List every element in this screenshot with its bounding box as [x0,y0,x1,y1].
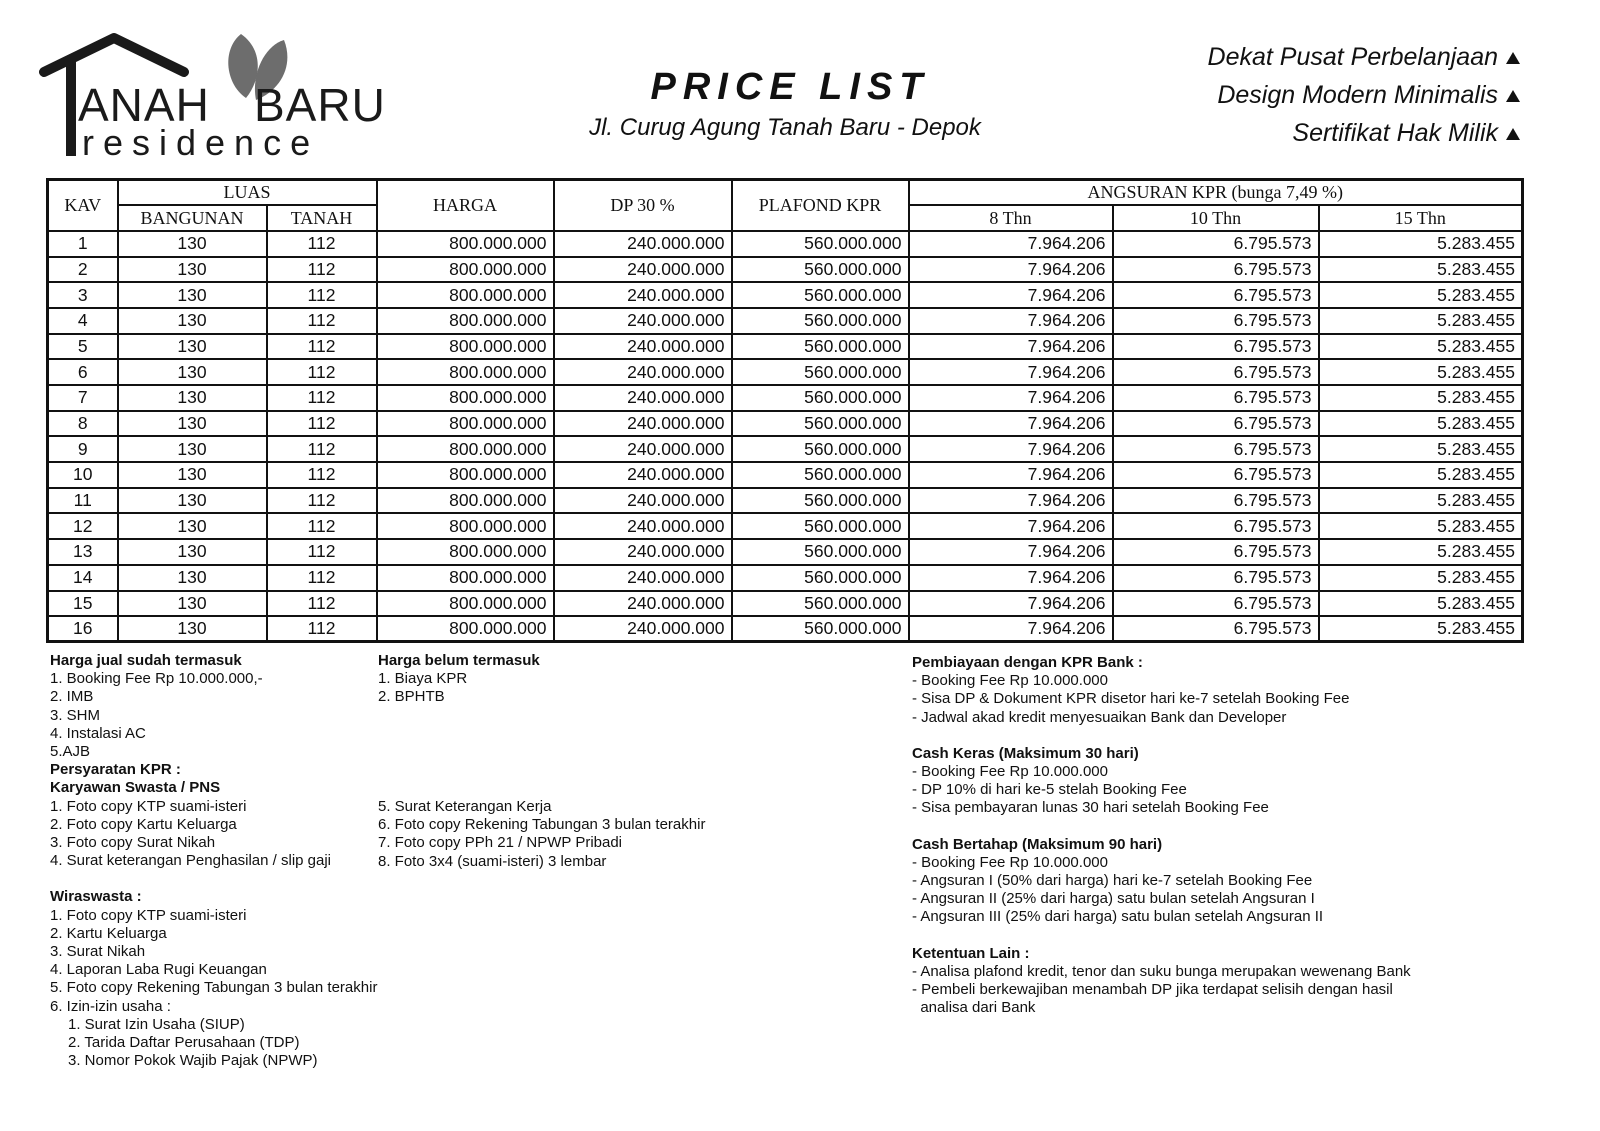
cell-harga: 800.000.000 [377,385,554,411]
cell-plafond: 560.000.000 [732,565,909,591]
cell-tanah: 112 [267,591,377,617]
cell-harga: 800.000.000 [377,411,554,437]
header-plafond: PLAFOND KPR [732,180,909,231]
cell-angsuran-15: 5.283.455 [1319,308,1523,334]
cell-angsuran-15: 5.283.455 [1319,462,1523,488]
list-item: 2. Kartu Keluarga [50,924,167,942]
cell-kav: 1 [48,231,118,257]
cell-kav: 10 [48,462,118,488]
cell-bangunan: 130 [118,462,267,488]
cell-angsuran-10: 6.795.573 [1113,231,1319,257]
cell-kav: 2 [48,257,118,283]
table-row [48,539,1523,565]
cell-angsuran-10: 6.795.573 [1113,565,1319,591]
list-item: 6. Foto copy Rekening Tabungan 3 bulan terakhir [378,816,706,834]
logo-word-baru: BARU [254,79,386,131]
list-item: 4. Laporan Laba Rugi Keuangan [50,961,267,979]
cell-dp: 240.000.000 [554,257,732,283]
cell-plafond: 560.000.000 [732,488,909,514]
cell-tanah: 112 [267,282,377,308]
cell-plafond: 560.000.000 [732,616,909,642]
terms-kpr: Pembiayaan dengan KPR Bank : - Booking Fee Rp 10.000.000 - Sisa DP & Dokument KPR disetor hari ke-7 setelah Booking Fee - Jadwal akad kredit menyesuaikan Bank dan Developer [912,654,1350,726]
wiraswasta-title: Wiraswasta : [50,888,142,906]
cell-kav: 13 [48,539,118,565]
cell-angsuran-10: 6.795.573 [1113,257,1319,283]
cell-angsuran-8: 7.964.206 [909,385,1113,411]
cell-kav: 15 [48,591,118,617]
cell-kav: 3 [48,282,118,308]
cell-dp: 240.000.000 [554,565,732,591]
cell-bangunan: 130 [118,488,267,514]
terms-other: Ketentuan Lain : - Analisa plafond kredit, tenor dan suku bunga merupakan wewenang Bank - Pembeli berkewajiban menambah DP jika terdapat selisih dengan hasil analisa dari Bank [912,944,1411,1017]
list-item: 2. Tarida Daftar Perusahaan (TDP) [68,1034,300,1052]
cell-kav: 4 [48,308,118,334]
list-item: 1. Foto copy KTP suami-isteri [50,797,247,815]
cell-bangunan: 130 [118,308,267,334]
cell-tanah: 112 [267,411,377,437]
table-row [48,231,1523,257]
list-item: 5.AJB [50,743,91,761]
cell-angsuran-10: 6.795.573 [1113,488,1319,514]
cell-dp: 240.000.000 [554,616,732,642]
cell-angsuran-10: 6.795.573 [1113,385,1319,411]
cell-bangunan: 130 [118,436,267,462]
table-row [48,411,1523,437]
included-title: Harga jual sudah termasuk [50,652,242,669]
cell-angsuran-15: 5.283.455 [1319,282,1523,308]
list-item: 7. Foto copy PPh 21 / NPWP Pribadi [378,834,623,852]
cell-angsuran-10: 6.795.573 [1113,616,1319,642]
cell-angsuran-10: 6.795.573 [1113,591,1319,617]
table-row [48,436,1523,462]
table-row [48,462,1523,488]
cell-tanah: 112 [267,616,377,642]
cell-harga: 800.000.000 [377,462,554,488]
cell-bangunan: 130 [118,616,267,642]
list-item: 6. Izin-izin usaha : [50,997,171,1015]
cell-harga: 800.000.000 [377,513,554,539]
triangle-icon [1506,128,1520,140]
header-dp: DP 30 % [554,180,732,231]
features-list [1208,38,1520,152]
table-row [48,385,1523,411]
kpr-requirements-title: Persyaratan KPR : [50,761,181,779]
cell-dp: 240.000.000 [554,436,732,462]
list-item: 8. Foto 3x4 (suami-isteri) 3 lembar [378,852,607,870]
cell-angsuran-15: 5.283.455 [1319,488,1523,514]
cell-dp: 240.000.000 [554,334,732,360]
cell-tanah: 112 [267,565,377,591]
table-row [48,308,1523,334]
cell-angsuran-15: 5.283.455 [1319,257,1523,283]
cell-angsuran-15: 5.283.455 [1319,539,1523,565]
cell-bangunan: 130 [118,231,267,257]
cell-bangunan: 130 [118,565,267,591]
cell-angsuran-8: 7.964.206 [909,616,1113,642]
cell-harga: 800.000.000 [377,308,554,334]
header-bangunan: BANGUNAN [118,205,267,231]
table-row [48,257,1523,283]
cell-dp: 240.000.000 [554,231,732,257]
cell-angsuran-8: 7.964.206 [909,282,1113,308]
cell-angsuran-10: 6.795.573 [1113,359,1319,385]
cell-kav: 14 [48,565,118,591]
cell-dp: 240.000.000 [554,462,732,488]
cell-harga: 800.000.000 [377,231,554,257]
table-row [48,616,1523,642]
list-item: 3. Foto copy Surat Nikah [50,834,216,852]
header-tanah: TANAH [267,205,377,231]
cell-plafond: 560.000.000 [732,462,909,488]
table-row [48,591,1523,617]
cell-angsuran-10: 6.795.573 [1113,539,1319,565]
cell-bangunan: 130 [118,385,267,411]
header-angsuran: ANGSURAN KPR (bunga 7,49 %) [909,180,1523,206]
logo [36,30,386,165]
list-item: 3. Surat Nikah [50,943,146,961]
cell-kav: 9 [48,436,118,462]
cell-tanah: 112 [267,385,377,411]
cell-kav: 7 [48,385,118,411]
cell-dp: 240.000.000 [554,308,732,334]
list-item: 4. Instalasi AC [50,724,146,742]
list-item: 5. Surat Keterangan Kerja [378,798,552,815]
cell-kav: 8 [48,411,118,437]
cell-angsuran-15: 5.283.455 [1319,231,1523,257]
cell-kav: 11 [48,488,118,514]
cell-dp: 240.000.000 [554,488,732,514]
triangle-icon [1506,52,1520,64]
cell-harga: 800.000.000 [377,616,554,642]
terms-cash-keras: Cash Keras (Maksimum 30 hari) - Booking Fee Rp 10.000.000 - DP 10% di hari ke-5 stelah Booking Fee - Sisa pembayaran lunas 30 hari setelah Booking Fee [912,744,1269,817]
list-item: 1. Biaya KPR [378,670,468,688]
karyawan-list-b [378,798,705,871]
cell-tanah: 112 [267,539,377,565]
cell-plafond: 560.000.000 [732,385,909,411]
table-row [48,565,1523,591]
cell-angsuran-8: 7.964.206 [909,462,1113,488]
cell-harga: 800.000.000 [377,488,554,514]
address: Jl. Curug Agung Tanah Baru - Depok [589,114,981,141]
list-item: 1. Booking Fee Rp 10.000.000,- [50,670,263,688]
price-table [46,178,1524,643]
cell-angsuran-10: 6.795.573 [1113,411,1319,437]
cell-kav: 16 [48,616,118,642]
page-title: PRICE LIST [650,66,930,108]
cell-bangunan: 130 [118,591,267,617]
cell-angsuran-15: 5.283.455 [1319,411,1523,437]
cell-bangunan: 130 [118,539,267,565]
cell-angsuran-15: 5.283.455 [1319,513,1523,539]
cell-tanah: 112 [267,308,377,334]
cell-dp: 240.000.000 [554,591,732,617]
included-section [50,652,377,1070]
payment-terms [912,654,1411,1017]
header-8thn: 8 Thn [909,205,1113,231]
table-row [48,488,1523,514]
feature-item: Design Modern Minimalis [1208,76,1520,114]
cell-angsuran-15: 5.283.455 [1319,591,1523,617]
cell-tanah: 112 [267,359,377,385]
cell-plafond: 560.000.000 [732,282,909,308]
header-15thn: 15 Thn [1319,205,1523,231]
cell-angsuran-8: 7.964.206 [909,488,1113,514]
header-10thn: 10 Thn [1113,205,1319,231]
list-item: 2. IMB [50,688,94,706]
cell-plafond: 560.000.000 [732,334,909,360]
cell-harga: 800.000.000 [377,257,554,283]
cell-tanah: 112 [267,334,377,360]
cell-plafond: 560.000.000 [732,359,909,385]
cell-angsuran-8: 7.964.206 [909,359,1113,385]
logo-residence: residence [82,122,320,163]
cell-dp: 240.000.000 [554,513,732,539]
excluded-title: Harga belum termasuk [378,652,540,669]
table-row [48,282,1523,308]
header-kav: KAV [48,180,118,231]
cell-angsuran-10: 6.795.573 [1113,282,1319,308]
cell-angsuran-10: 6.795.573 [1113,513,1319,539]
karyawan-title: Karyawan Swasta / PNS [50,779,221,797]
cell-angsuran-15: 5.283.455 [1319,565,1523,591]
list-item: 1. Foto copy KTP suami-isteri [50,906,247,924]
cell-kav: 12 [48,513,118,539]
list-item: 3. SHM [50,706,101,724]
cell-plafond: 560.000.000 [732,231,909,257]
terms-cash-bertahap: Cash Bertahap (Maksimum 90 hari) - Booking Fee Rp 10.000.000 - Angsuran I (50% dari harga) hari ke-7 setelah Booking Fee - Angsuran II (25% dari harga) satu bulan setelah Angsuran I - Angsuran III (25% dari harga) satu bulan setelah Angsuran II [912,835,1324,926]
cell-tanah: 112 [267,257,377,283]
cell-plafond: 560.000.000 [732,539,909,565]
table-row [48,359,1523,385]
list-item: 1. Surat Izin Usaha (SIUP) [68,1015,245,1033]
cell-harga: 800.000.000 [377,334,554,360]
cell-dp: 240.000.000 [554,359,732,385]
cell-harga: 800.000.000 [377,436,554,462]
excluded-section [378,652,540,707]
cell-plafond: 560.000.000 [732,257,909,283]
cell-bangunan: 130 [118,257,267,283]
cell-angsuran-15: 5.283.455 [1319,616,1523,642]
cell-angsuran-8: 7.964.206 [909,308,1113,334]
cell-angsuran-8: 7.964.206 [909,436,1113,462]
cell-bangunan: 130 [118,513,267,539]
triangle-icon [1506,90,1520,102]
cell-tanah: 112 [267,488,377,514]
cell-kav: 6 [48,359,118,385]
cell-angsuran-8: 7.964.206 [909,591,1113,617]
cell-tanah: 112 [267,462,377,488]
cell-angsuran-10: 6.795.573 [1113,462,1319,488]
cell-angsuran-15: 5.283.455 [1319,436,1523,462]
cell-angsuran-15: 5.283.455 [1319,334,1523,360]
cell-harga: 800.000.000 [377,565,554,591]
cell-dp: 240.000.000 [554,385,732,411]
list-item: 5. Foto copy Rekening Tabungan 3 bulan terakhir [50,979,378,997]
cell-angsuran-10: 6.795.573 [1113,308,1319,334]
cell-tanah: 112 [267,231,377,257]
cell-angsuran-15: 5.283.455 [1319,359,1523,385]
feature-item: Sertifikat Hak Milik [1208,114,1520,152]
cell-tanah: 112 [267,513,377,539]
cell-plafond: 560.000.000 [732,436,909,462]
cell-plafond: 560.000.000 [732,411,909,437]
logo-word-tanah: ANAH [78,79,210,131]
cell-harga: 800.000.000 [377,539,554,565]
cell-angsuran-8: 7.964.206 [909,539,1113,565]
cell-dp: 240.000.000 [554,411,732,437]
cell-angsuran-10: 6.795.573 [1113,436,1319,462]
list-item: 2. Foto copy Kartu Keluarga [50,815,237,833]
cell-angsuran-8: 7.964.206 [909,565,1113,591]
cell-dp: 240.000.000 [554,282,732,308]
cell-angsuran-8: 7.964.206 [909,231,1113,257]
cell-tanah: 112 [267,436,377,462]
cell-harga: 800.000.000 [377,591,554,617]
cell-angsuran-8: 7.964.206 [909,411,1113,437]
cell-kav: 5 [48,334,118,360]
cell-harga: 800.000.000 [377,282,554,308]
cell-plafond: 560.000.000 [732,513,909,539]
table-row [48,334,1523,360]
cell-bangunan: 130 [118,411,267,437]
feature-item: Dekat Pusat Perbelanjaan [1208,38,1520,76]
cell-plafond: 560.000.000 [732,308,909,334]
header-harga: HARGA [377,180,554,231]
cell-bangunan: 130 [118,334,267,360]
cell-angsuran-8: 7.964.206 [909,257,1113,283]
cell-dp: 240.000.000 [554,539,732,565]
cell-angsuran-8: 7.964.206 [909,334,1113,360]
cell-bangunan: 130 [118,359,267,385]
cell-harga: 800.000.000 [377,359,554,385]
cell-angsuran-8: 7.964.206 [909,513,1113,539]
cell-angsuran-10: 6.795.573 [1113,334,1319,360]
table-row [48,513,1523,539]
list-item: 2. BPHTB [378,688,445,706]
cell-plafond: 560.000.000 [732,591,909,617]
list-item: 3. Nomor Pokok Wajib Pajak (NPWP) [68,1052,318,1070]
cell-bangunan: 130 [118,282,267,308]
list-item: 4. Surat keterangan Penghasilan / slip gaji [50,852,332,870]
cell-angsuran-15: 5.283.455 [1319,385,1523,411]
header-luas: LUAS [118,180,377,206]
